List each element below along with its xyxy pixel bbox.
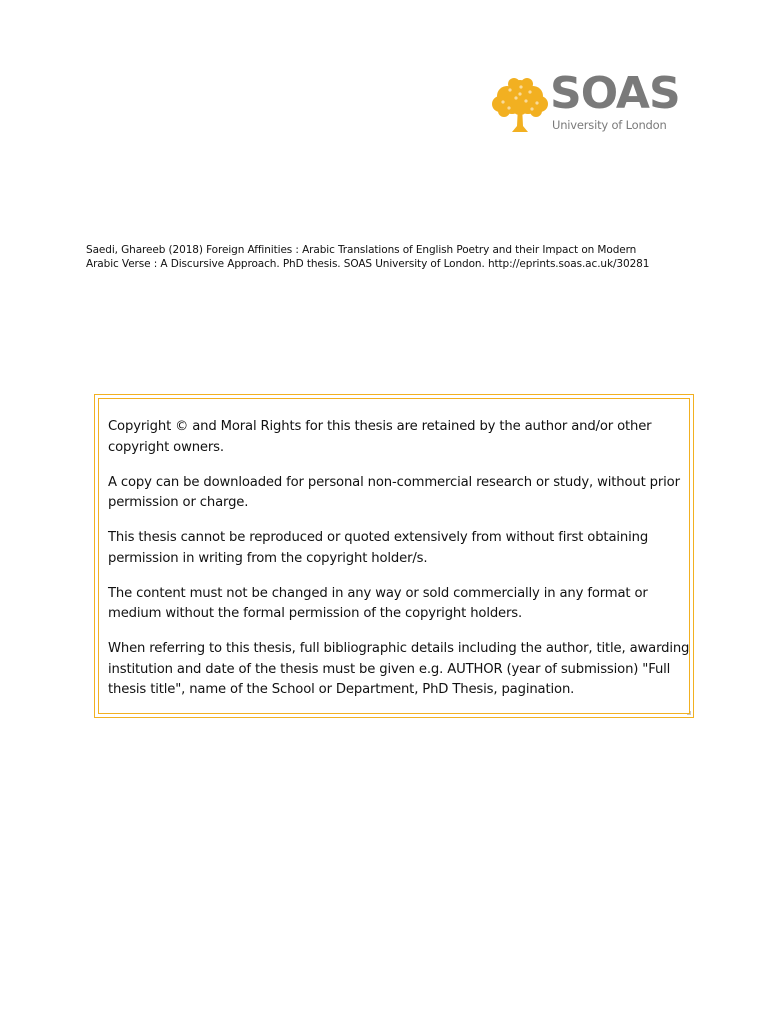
notice-line: permission or charge. bbox=[108, 495, 249, 510]
notice-line: A copy can be downloaded for personal non-commercial research or study, without prior bbox=[108, 474, 680, 490]
notice-paragraph-download bbox=[108, 473, 680, 514]
citation-line: Arabic Verse : A Discursive Approach. PhD thesis. SOAS University of London. http://eprints.soas.ac.uk/30281 bbox=[86, 257, 650, 270]
notice-paragraph-copyright bbox=[108, 417, 680, 458]
copyright-notice-box bbox=[94, 394, 694, 718]
notice-line: When referring to this thesis, full bibliographic details including the author, title, awarding bbox=[108, 641, 690, 656]
tree-icon bbox=[490, 76, 550, 134]
notice-paragraph-referencing bbox=[108, 639, 690, 701]
notice-line: institution and date of the thesis must be given e.g. AUTHOR (year of submission) "Full bbox=[108, 661, 671, 677]
soas-logo bbox=[490, 68, 690, 136]
notice-line: This thesis cannot be reproduced or quoted extensively from without first obtaining bbox=[108, 530, 649, 545]
notice-paragraph-reproduction bbox=[108, 528, 680, 569]
notice-text bbox=[108, 417, 690, 715]
resize-handle-icon bbox=[687, 711, 691, 715]
notice-line: permission in writing from the copyright holder/s. bbox=[108, 550, 428, 566]
notice-line: thesis title", name of the School or Department, PhD Thesis, pagination. bbox=[108, 682, 575, 697]
citation bbox=[86, 244, 706, 271]
notice-line: The content must not be changed in any way or sold commercially in any format or bbox=[108, 585, 648, 601]
logo-wordmark: SOAS bbox=[550, 68, 680, 119]
notice-line: copyright owners. bbox=[108, 439, 224, 455]
logo-subtitle: University of London bbox=[552, 118, 667, 132]
notice-paragraph-content bbox=[108, 584, 680, 625]
notice-line: Copyright © and Moral Rights for this thesis are retained by the author and/or other bbox=[108, 419, 652, 434]
notice-line: medium without the formal permission of the copyright holders. bbox=[108, 606, 523, 621]
citation-line: Saedi, Ghareeb (2018) Foreign Affinities : Arabic Translations of English Poetry and their Impact on Modern bbox=[86, 244, 637, 256]
